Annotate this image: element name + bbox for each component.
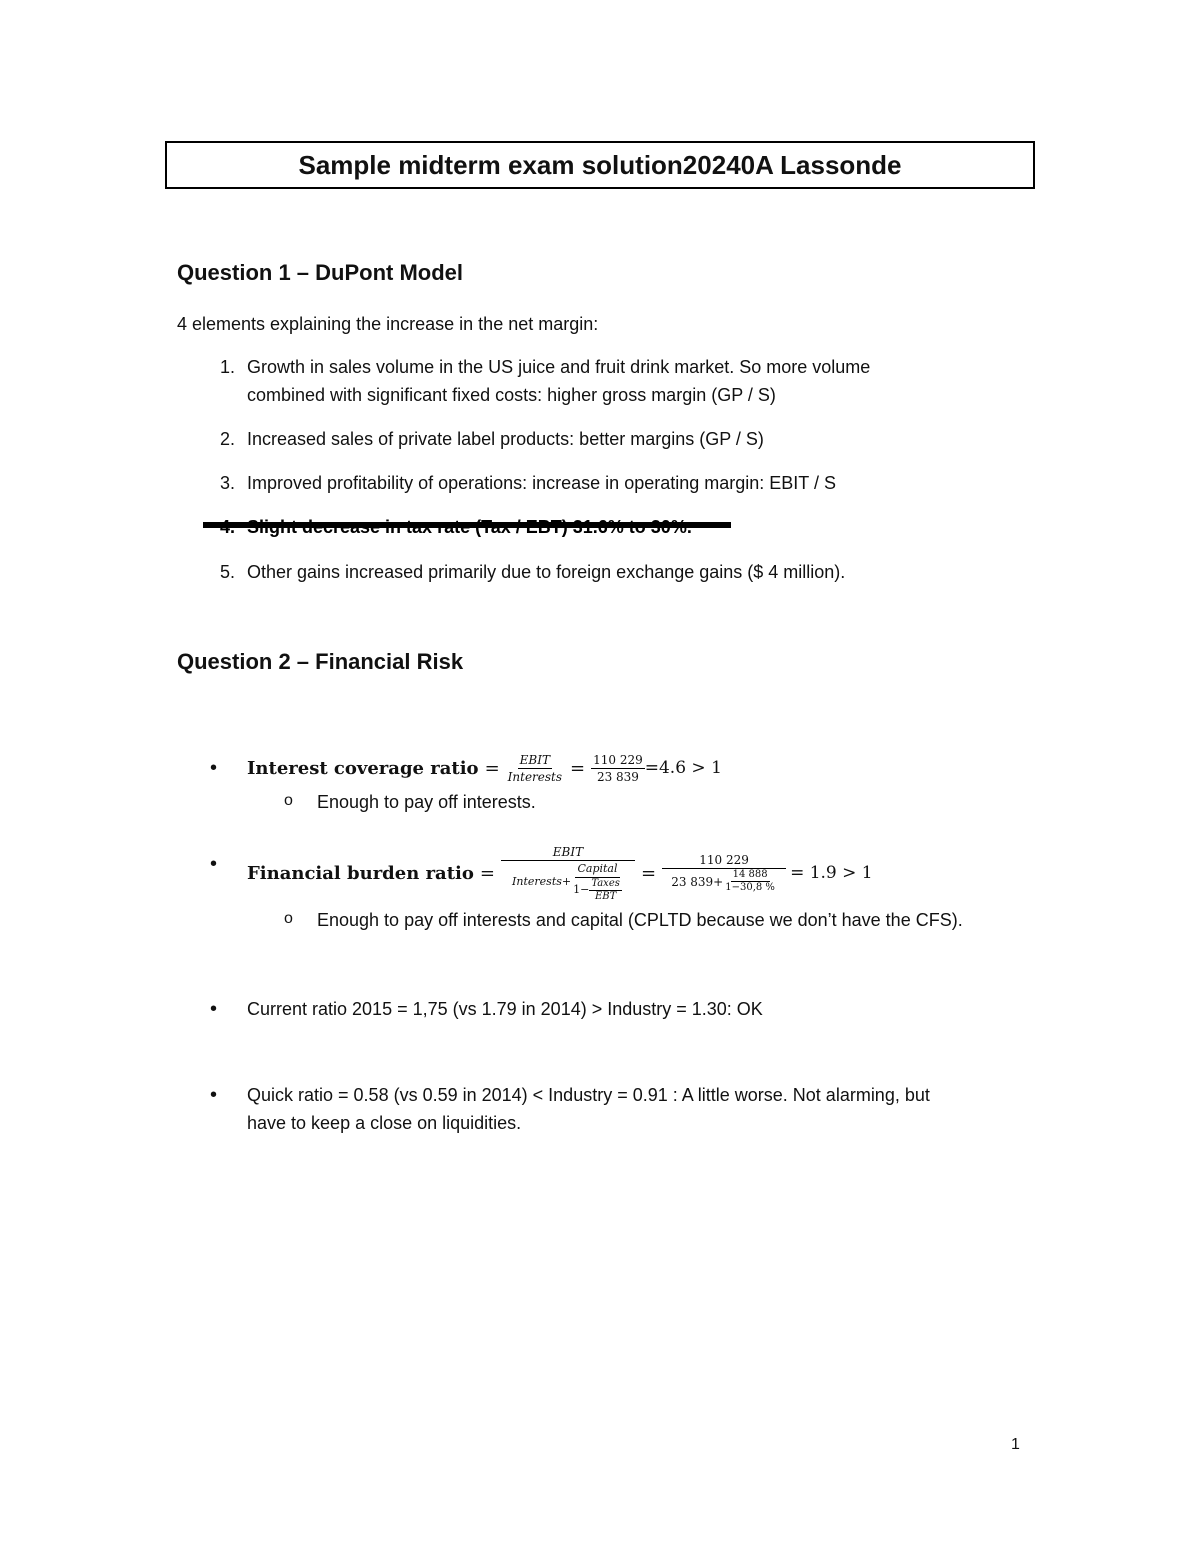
- bullet-icon: •: [210, 998, 218, 1020]
- fbr-capital-fraction: [571, 861, 624, 903]
- fbr-result: = 1.9 > 1: [790, 863, 873, 883]
- q1-item-3-text: Improved profitability of operations: increase in operating margin: EBIT / S: [247, 473, 836, 493]
- icr-value-fraction: [591, 752, 645, 785]
- bullet-icon: •: [210, 1084, 218, 1106]
- icr-val-num: 110 229: [593, 752, 643, 767]
- fbr-val-num: 110 229: [662, 852, 786, 869]
- fbr-equals-2: =: [640, 862, 657, 884]
- q1-item-5-text: Other gains increased primarily due to foreign exchange gains ($ 4 million).: [247, 562, 846, 582]
- q1-item-3-number: 3.: [219, 473, 235, 493]
- fbr-label: Financial burden ratio: [247, 862, 474, 884]
- fbr-equals: =: [479, 862, 495, 884]
- fbr-val-inner-fraction: [723, 869, 777, 894]
- icr-fraction: [506, 752, 564, 785]
- fbr-den-interests: Interests+: [512, 874, 572, 888]
- q1-item-2-text: Increased sales of private label products: better margins (GP / S): [247, 429, 764, 449]
- icr-val-den: 23 839: [596, 769, 639, 784]
- fbr-den-taxes: Taxes: [591, 877, 620, 889]
- q2-heading: Question 2 – Financial Risk: [177, 649, 464, 674]
- q1-item-1-line1: Growth in sales volume in the US juice and fruit drink market. So more volume: [247, 357, 871, 377]
- fbr-val-den-a: 23 839+: [671, 874, 724, 889]
- strikethrough-line: [203, 522, 731, 528]
- fbr-den-capital: Capital: [575, 861, 619, 878]
- fbr-tax-fraction: [589, 878, 622, 903]
- fbr-frac-num: EBIT: [501, 844, 635, 861]
- fbr-den-ebt: EBT: [594, 890, 617, 902]
- fbr-frac-den: [510, 861, 626, 903]
- q1-item-5-number: 5.: [219, 562, 235, 582]
- quick-ratio-line2: have to keep a close on liquidities.: [247, 1113, 522, 1133]
- fbr-val-den: [669, 869, 779, 894]
- fbr-den-inner: [571, 878, 624, 903]
- fbr-fraction: [501, 844, 635, 903]
- icr-result: =4.6 > 1: [644, 758, 722, 778]
- icr-equals-2: =: [570, 757, 586, 779]
- q1-intro: 4 elements explaining the increase in the net margin:: [177, 314, 599, 334]
- bullet-icon: •: [210, 757, 218, 779]
- page-number: 1: [1011, 1436, 1020, 1453]
- icr-label: Interest coverage ratio: [247, 757, 479, 779]
- fbr-note: Enough to pay off interests and capital (CPLTD because we don’t have the CFS).: [317, 910, 963, 930]
- interest-coverage-formula: [247, 746, 722, 790]
- fbr-value-fraction: [662, 852, 786, 894]
- fbr-val-den-b-num: 14 888: [732, 869, 768, 880]
- icr-note: Enough to pay off interests.: [317, 792, 536, 812]
- quick-ratio-line1: Quick ratio = 0.58 (vs 0.59 in 2014) < Industry = 0.91 : A little worse. Not alarming, but: [247, 1085, 930, 1105]
- current-ratio-text: Current ratio 2015 = 1,75 (vs 1.79 in 2014) > Industry = 1.30: OK: [247, 999, 763, 1019]
- icr-frac-num: EBIT: [519, 752, 550, 767]
- q1-item-1-number: 1.: [219, 357, 235, 377]
- fbr-den-one-minus: 1−: [573, 883, 590, 896]
- sub-bullet-icon: o: [284, 910, 293, 927]
- financial-burden-formula: [247, 840, 873, 906]
- fbr-val-den-b-den: 1−30,8 %: [725, 882, 775, 893]
- sub-bullet-icon: o: [284, 792, 293, 809]
- q1-item-1-line2: combined with significant fixed costs: higher gross margin (GP / S): [247, 385, 776, 405]
- bullet-icon: •: [210, 853, 218, 875]
- q1-heading: Question 1 – DuPont Model: [177, 260, 464, 285]
- q1-item-2-number: 2.: [219, 429, 235, 449]
- icr-equals: =: [484, 757, 500, 779]
- document-title: Sample midterm exam solution20240A Lassonde: [165, 141, 1035, 189]
- icr-frac-den: Interests: [507, 769, 563, 784]
